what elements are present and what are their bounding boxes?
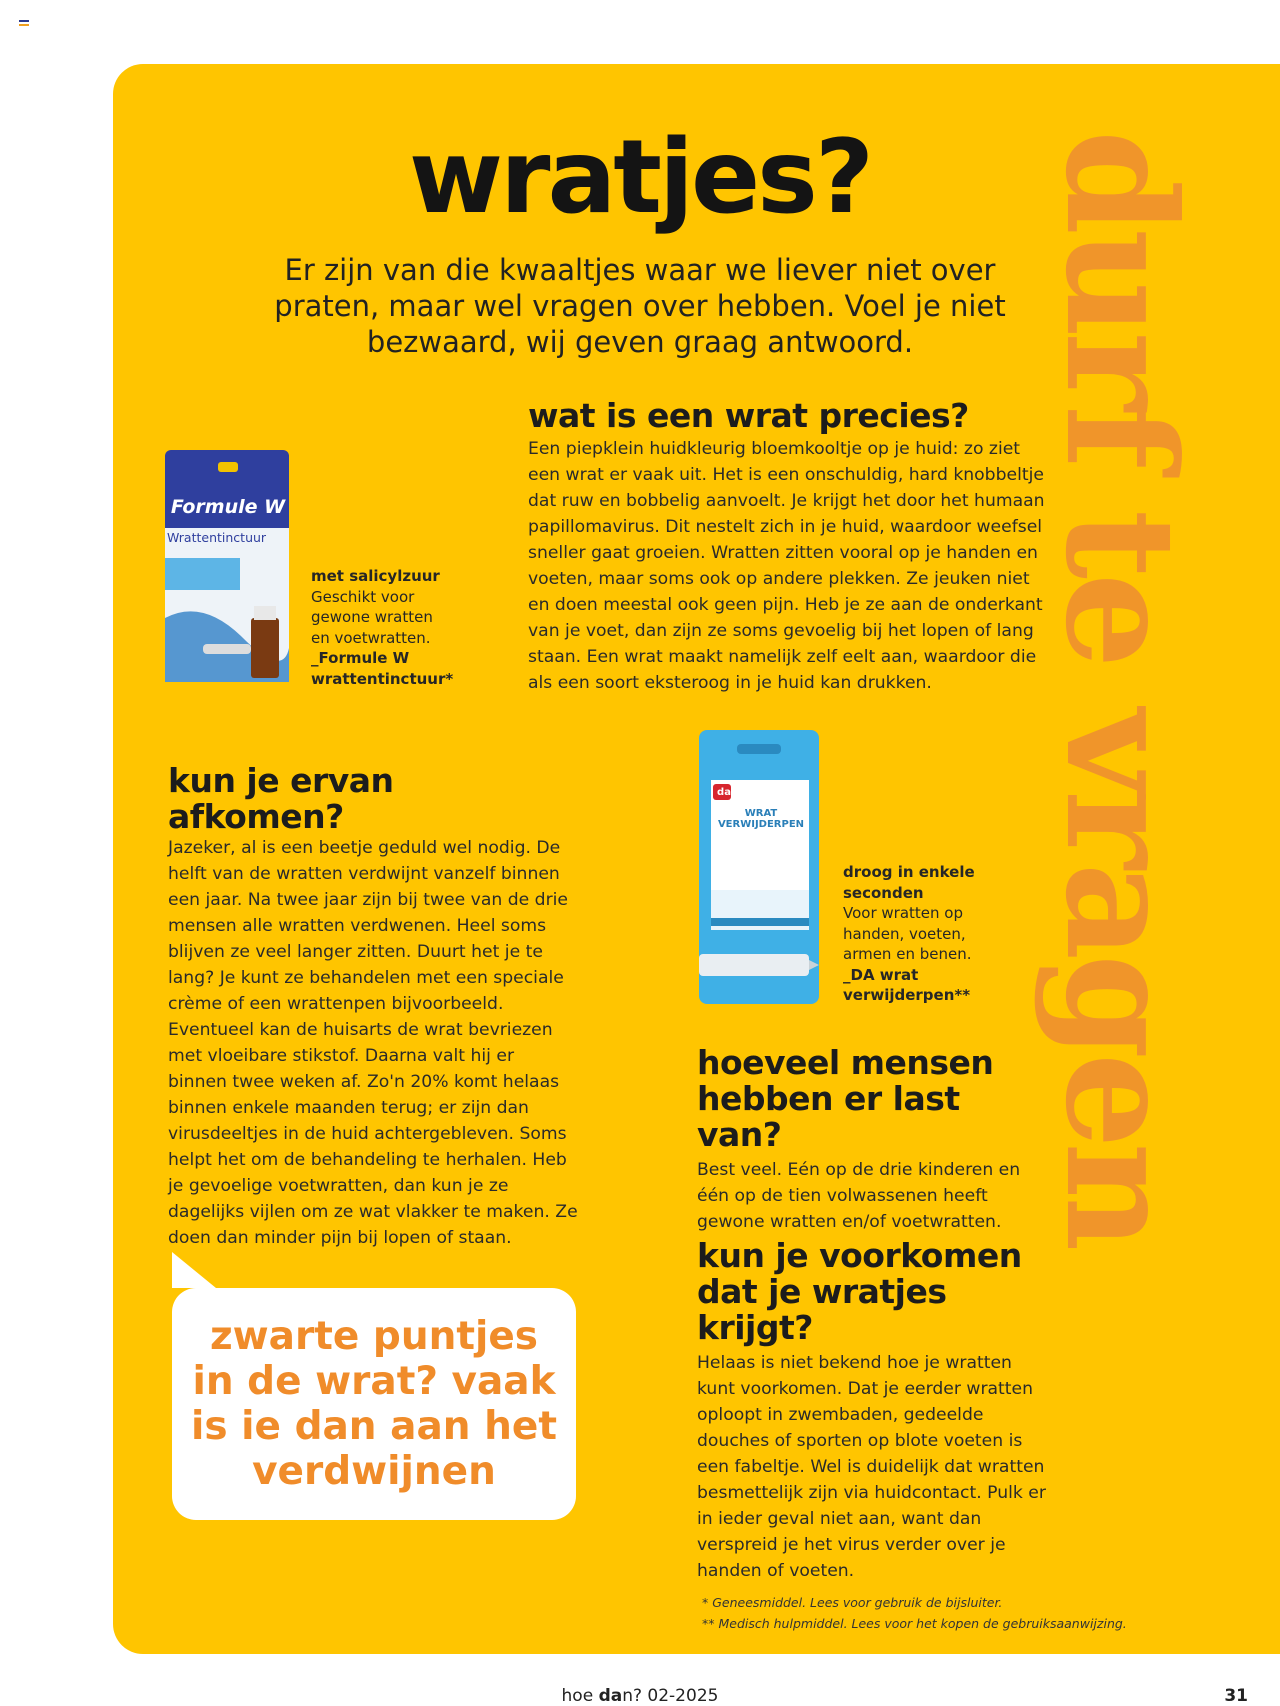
page-title: wratjes? [408, 118, 872, 237]
box-label: Wrattentinctuur [167, 530, 267, 545]
section-text: Helaas is niet bekend hoe je wratten kunt voorkomen. Dat je eerder wratten oploopt in zwembaden, gedeelde douches of sporten op blote voeten is een fabeltje. Wel is duidelijk dat wratten besmettelijk zijn via huidcontact. Pulk er in ieder geval niet aan, want dan verspreid je het virus verder over je handen of voeten. [697, 1353, 1046, 1581]
product2-caption [843, 862, 983, 1006]
section-heading: kun je voorkomen dat je wratjes krijgt? [697, 1236, 1022, 1347]
product1-caption [311, 566, 454, 689]
section-text: Best veel. Eén op de drie kinderen en één op de tien volwassenen heeft gewone wratten en/of voetwratten. [697, 1160, 1021, 1232]
side-title: durf te vragen [1032, 130, 1208, 1246]
section-heading: kun je ervan afkomen? [168, 761, 394, 836]
footer-pre: hoe [561, 1686, 599, 1706]
caption-text: Geschikt voor gewone wratten en voetwratten. [311, 587, 433, 647]
section-heading: hoeveel mensen hebben er last van? [697, 1043, 994, 1154]
magazine-footer [0, 1686, 1280, 1706]
caption-product-name: _DA wrat verwijderpen** [843, 965, 971, 1004]
footer-bold: da [598, 1686, 623, 1706]
quote-bubble [172, 1288, 576, 1520]
caption-bold: met salicylzuur [311, 567, 440, 585]
brand-name: Formule W [170, 496, 286, 518]
formule-w-product-image [163, 448, 291, 684]
bubble-tail [172, 1252, 216, 1288]
caption-bold: droog in enkele seconden [843, 863, 975, 902]
intro-text: Er zijn van die kwaaltjes waar we liever niet over praten, maar wel vragen over hebben. Voel je niet bezwaard, wij geven graag antwoord. [274, 253, 1006, 359]
section-how-many [697, 1045, 1047, 1235]
section-text: Jazeker, al is een beetje geduld wel nodig. De helft van de wratten verdwijnt vanzelf binnen een jaar. Na twee jaar zijn bij twee van de drie mensen alle wratten verdwenen. Heel soms blijven ze veel langer zitten. Duurt het je te lang? Je kunt ze behandelen met een speciale crème of een wrattenpen bijvoorbeeld. Eventueel kan de huisarts de wrat bevriezen met vloeibare stikstof. Daarna valt hij er binnen twee weken af. Zo'n 20% komt helaas binnen enkele maanden terug; er zijn dan virusdeeltjes in de huid achtergebleven. Soms helpt het om de behandeling te herhalen. Heb je gevoelige voetwratten, dan kun je ze dagelijks vijlen om ze wat vlakker te maken. Ze doen dan minder pijn bij lopen of staan. [168, 838, 578, 1248]
footnote-1: * Geneesmiddel. Lees voor gebruik de bijsluiter. [702, 1595, 1003, 1610]
footer-post: n? 02-2025 [622, 1686, 719, 1706]
box-title: WRAT VERWIJDERPEN [717, 808, 805, 830]
da-pen-product-image [697, 728, 821, 1006]
da-logo: da [717, 787, 731, 798]
section-what-is [528, 398, 1048, 696]
section-heading: wat is een wrat precies? [528, 396, 969, 435]
footnote-2: ** Medisch hulpmiddel. Lees voor het kopen de gebruiksaanwijzing. [702, 1616, 1127, 1631]
menu-icon[interactable] [19, 20, 29, 29]
caption-text: Voor wratten op handen, voeten, armen en benen. [843, 904, 972, 963]
page-number: 31 [1224, 1686, 1248, 1706]
section-remove [168, 763, 578, 1251]
section-prevent [697, 1238, 1047, 1584]
caption-product-name: _Formule W wrattentinctuur* [311, 649, 454, 688]
bubble-text: zwarte puntjes in de wrat? vaak is ie dan aan het verdwijnen [191, 1314, 557, 1494]
section-text: Een piepklein huidkleurig bloemkooltje op je huid: zo ziet een wrat er vaak uit. Het is een onschuldig, hard knobbeltje dat ruw en bobbelig aanvoelt. Je krijgt het door het humaan papillomavirus. Dit nestelt zich in je huid, waardoor weefsel sneller gaat groeien. Wratten zitten vooral op je handen en voeten, maar soms ook op andere plekken. Ze jeuken niet en doen meestal ook geen pijn. Heb je ze aan de onderkant van je voet, dan zijn ze soms gevoelig bij het lopen of lang staan. Een wrat maakt namelijk zelf eelt aan, waardoor die als een soort eksteroog in je huid kan drukken. [528, 439, 1045, 693]
